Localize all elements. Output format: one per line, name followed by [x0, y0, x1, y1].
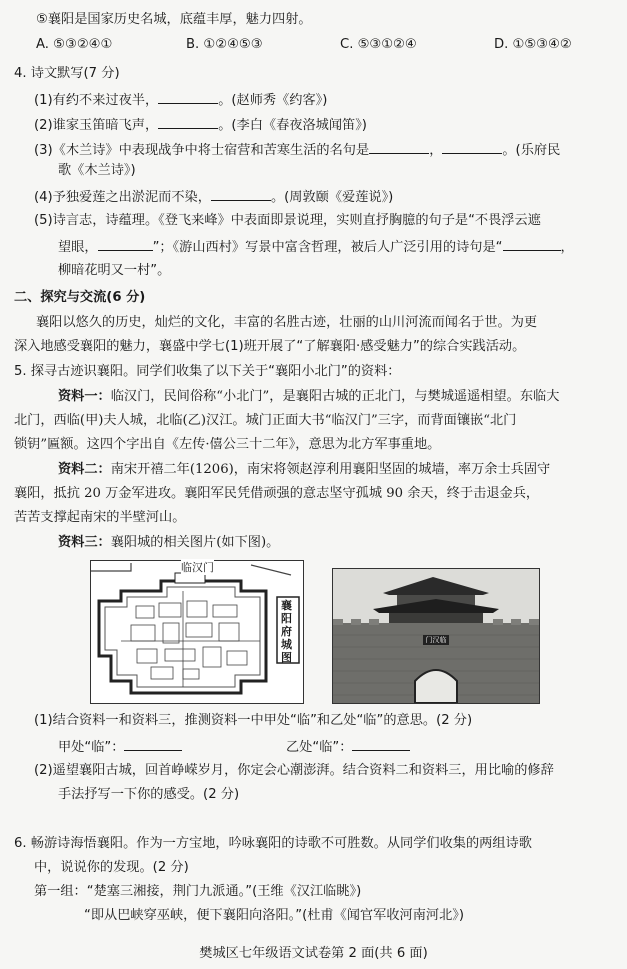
xiangyang-map-image	[90, 560, 304, 704]
q3-option-a: A. ⑤③②④①	[36, 37, 113, 52]
q4-l4-text: (4)予独爱莲之出淤泥而不染，	[34, 190, 211, 205]
section-2-intro-1: 襄阳以悠久的历史，灿烂的文化，丰富的名胜古迹，壮丽的山川河流而闻名于世。为更	[36, 315, 538, 330]
answer-blank[interactable]	[98, 237, 153, 251]
q3-option-b: B. ①②④⑤③	[186, 37, 263, 52]
gate-plaque: 门汉临	[425, 636, 447, 644]
q3-option-d: D. ①⑤③④②	[494, 37, 572, 52]
q4-line-5: (5)诗言志，诗蕴理。《登飞来峰》中表面即景说理，实则直抒胸臆的句子是“不畏浮云遮	[34, 213, 541, 228]
page-footer: 樊城区七年级语文试卷第 2 面(共 6 面)	[199, 946, 428, 961]
q4-title: 4. 诗文默写(7 分)	[14, 66, 120, 81]
map-drawing	[91, 561, 303, 703]
q4-l3-source: 。(乐府民	[502, 143, 561, 158]
yi-label: 乙处“临”：	[286, 740, 353, 755]
q4-l4-source: 。(周敦颐《爱莲说》)	[270, 190, 394, 205]
q5-sub-1: (1)结合资料一和资料三，推测资料一中甲处“临”和乙处“临”的意思。(2 分)	[34, 713, 473, 728]
q5-material-1-line-3: 锁钥”匾额。这四个字出自《左传·僖公三十二年》，意思为北方军事重地。	[14, 437, 441, 452]
q5-material-2-line-3: 苦苦支撑起南宋的半壁河山。	[14, 510, 186, 525]
q4-line-5-cont	[58, 237, 574, 257]
q4-l2-text: (2)谁家玉笛暗飞声，	[34, 118, 159, 133]
section-2-intro-2: 深入地感受襄阳的魅力，襄盛中学七(1)班开展了“了解襄阳·感受魅力”的综合实践活动。	[14, 339, 526, 354]
answer-blank[interactable]	[369, 140, 429, 154]
q5-title: 5. 探寻古迹识襄阳。同学们收集了以下关于“襄阳小北门”的资料：	[14, 364, 401, 379]
answer-blank[interactable]	[158, 90, 218, 104]
q5-sub-1-answer-b	[286, 737, 410, 757]
material-2-text: 南宋开禧二年(1206)，南宋将领赵淳利用襄阳坚固的城墙，率万余士兵固守	[110, 462, 551, 477]
q4-l1-source: 。(赵师秀《约客》)	[218, 93, 328, 108]
q4-line-2	[34, 115, 367, 135]
material-1-text: 临汉门，民间俗称“小北门”，是襄阳古城的正北门，与樊城遥遥相望。东临大	[110, 389, 560, 404]
q5-material-1-line-2: 北门，西临(甲)夫人城，北临(乙)汉江。城门正面大书“临汉门”三字，而背面镶嵌“北门	[14, 413, 517, 428]
q4-line-3	[34, 140, 560, 160]
answer-blank[interactable]	[158, 115, 218, 129]
q5-material-2-line-2: 襄阳，抵抗 20 万金军进攻。襄阳军民凭借顽强的意志坚守孤城 90 余天，终于击退金兵，	[14, 486, 540, 501]
q4-line-1	[34, 90, 327, 110]
q4-line-4	[34, 187, 393, 207]
q5-material-2	[58, 461, 550, 479]
answer-blank[interactable]	[442, 140, 502, 154]
q3-item-5: ⑤襄阳是国家历史名城，底蕴丰厚，魅力四射。	[36, 12, 312, 27]
answer-blank[interactable]	[211, 187, 271, 201]
q4-l3-text: (3)《木兰诗》中表现战争中将士宿营和苦寒生活的名句是	[34, 143, 370, 158]
q4-line-5-end: 柳暗花明又一村”。	[58, 263, 171, 278]
section-2-title: 二、探究与交流(6 分)	[14, 290, 146, 305]
q4-l3-comma: ，	[429, 143, 443, 158]
material-3-text: 襄阳城的相关图片(如下图)。	[110, 535, 280, 550]
answer-blank[interactable]	[124, 737, 182, 751]
answer-blank[interactable]	[352, 737, 410, 751]
answer-blank[interactable]	[503, 237, 561, 251]
q4-l2-source: 。(李白《春夜洛城闻笛》)	[218, 118, 367, 133]
q4-l1-text: (1)有约不来过夜半，	[34, 93, 159, 108]
jia-label: 甲处“临”：	[58, 740, 125, 755]
q4-l5-text: 望眼，	[58, 240, 98, 255]
linhan-gate-photo	[332, 568, 540, 704]
map-gate-label: 临汉门	[181, 561, 214, 574]
material-2-label: 资料二：	[58, 462, 111, 477]
q6-group-1-poem-2: “即从巴峡穿巫峡，便下襄阳向洛阳。”(杜甫《闻官军收河南河北》)	[84, 908, 465, 923]
q4-line-3-cont: 歌《木兰诗》)	[58, 163, 136, 178]
q4-l5-text-2: ”；《游山西村》写景中富含哲理，被后人广泛引用的诗句是“	[152, 240, 503, 255]
q5-sub-1-answer-a	[58, 737, 182, 757]
map-title: 襄阳府城图	[281, 599, 292, 664]
q6-group-1: 第一组：“楚塞三湘接，荆门九派通。”(王维《汉江临眺》)	[34, 884, 362, 899]
q5-sub-2: (2)遥望襄阳古城，回首峥嵘岁月，你定会心潮澎湃。结合资料二和资料三，用比喻的修辞	[34, 763, 554, 778]
q6-line-2: 中，说说你的发现。(2 分)	[34, 860, 189, 875]
material-3-label: 资料三：	[58, 535, 111, 550]
material-1-label: 资料一：	[58, 389, 111, 404]
q5-material-3	[58, 534, 279, 552]
q5-sub-2-cont: 手法抒写一下你的感受。(2 分)	[58, 787, 240, 802]
q5-material-1	[58, 388, 559, 406]
q3-option-c: C. ⑤③①②④	[340, 37, 417, 52]
q6-line-1: 6. 畅游诗海悟襄阳。作为一方宝地，吟咏襄阳的诗歌不可胜数。从同学们收集的两组诗歌	[14, 836, 532, 851]
q4-l5-comma: ，	[560, 240, 574, 255]
